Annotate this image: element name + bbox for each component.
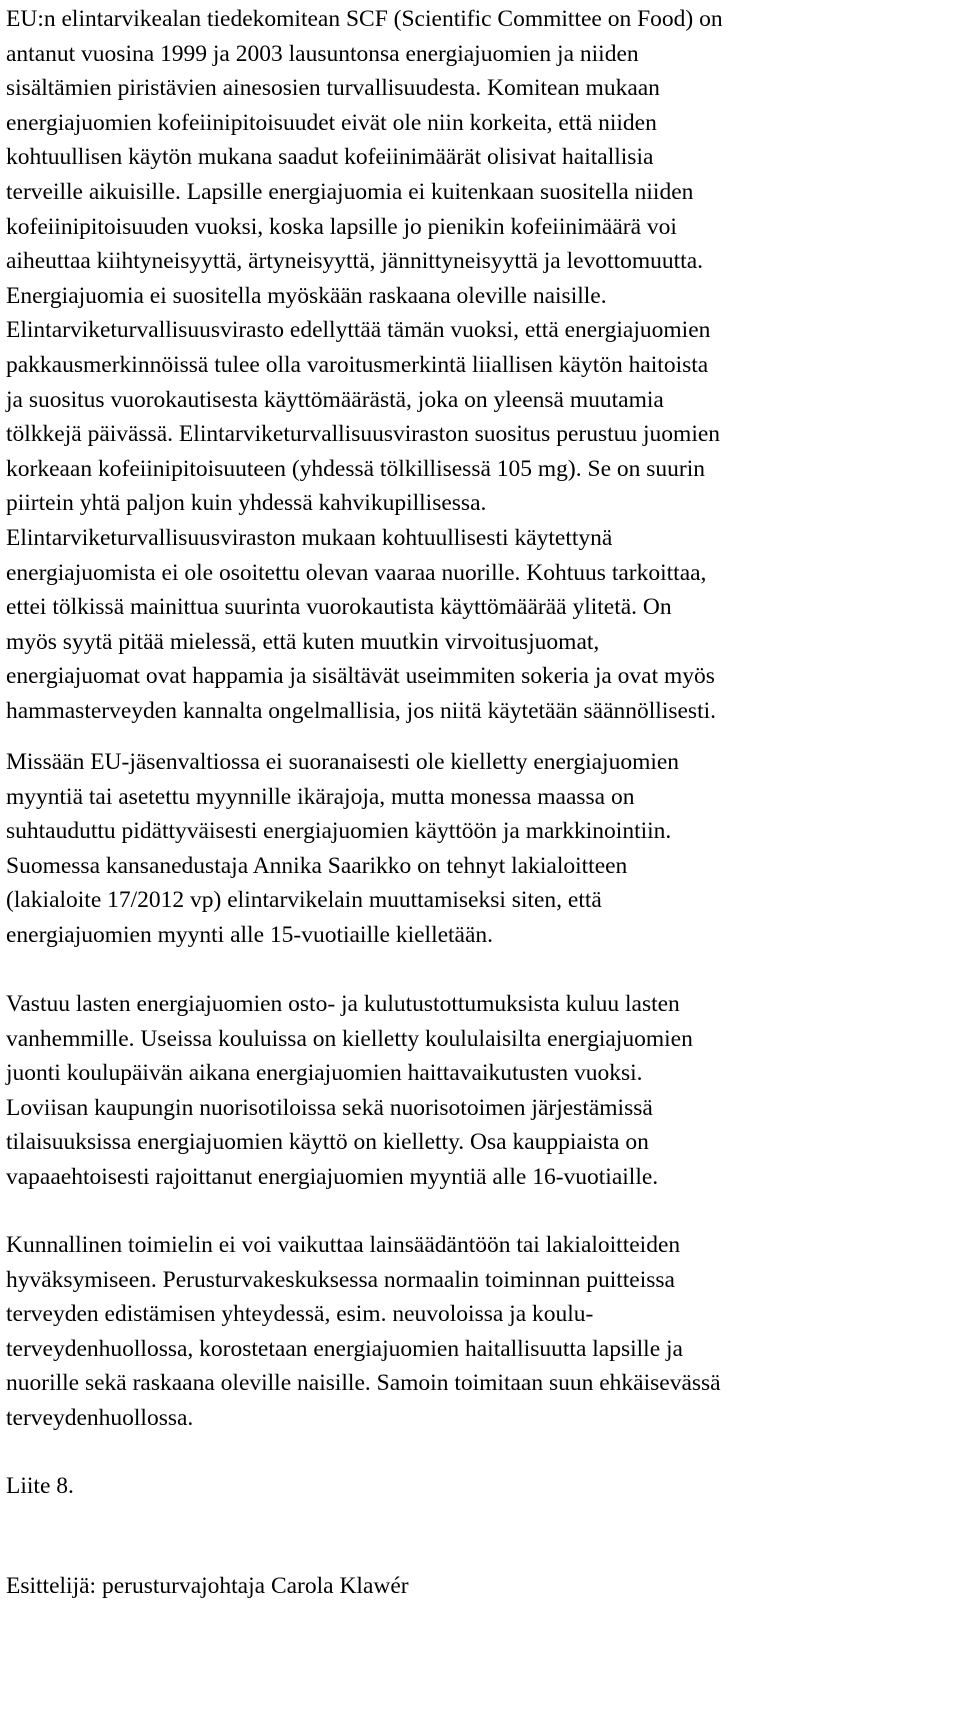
text-line: korkeaan kofeiinipitoisuuteen (yhdessä tölkillisessä 105 mg). Se on suurin [6,455,706,482]
text-line: kofeiinipitoisuuden vuoksi, koska lapsille jo pienikin kofeiinimäärä voi [6,213,677,240]
text-line: pakkausmerkinnöissä tulee olla varoitusmerkintä liiallisen käytön haitoista [6,351,709,378]
text-line: terveydenhuollossa, korostetaan energiajuomien haitallisuutta lapsille ja [6,1335,683,1362]
text-line: myös syytä pitää mielessä, että kuten muutkin virvoitusjuomat, [6,628,600,655]
text-line: sisältämien piristävien ainesosien turvallisuudesta. Komitean mukaan [6,75,660,102]
text-line: Liite 8. [6,1473,74,1499]
text-line: terveyden edistämisen yhteydessä, esim. neuvoloissa ja koulu- [6,1301,594,1328]
text-line: Esittelijä: perusturvajohtaja Carola Klawér [6,1573,409,1599]
text-line: Elintarviketurvallisuusvirasto edellyttää tämän vuoksi, että energiajuomien [6,317,711,344]
text-line: energiajuomien myynti alle 15-vuotiaille kielletään. [6,921,494,948]
text-line: energiajuomista ei ole osoitettu olevan vaaraa nuorille. Kohtuus tarkoittaa, [6,559,707,586]
text-line: Missään EU-jäsenvaltiossa ei suoranaisesti ole kielletty energiajuomien [6,749,680,775]
text-line: Elintarviketurvallisuusviraston mukaan kohtuullisesti käytettynä [6,524,613,551]
text-line: Suomessa kansanedustaja Annika Saarikko on tehnyt lakialoitteen [6,852,628,879]
text-line: aiheuttaa kiihtyneisyyttä, ärtyneisyyttä, jännittyneisyyttä ja levottomuutta. [6,248,704,275]
text-line: vapaaehtoisesti rajoittanut energiajuomien myyntiä alle 16-vuotiaille. [6,1163,659,1190]
text-line: tölkkejä päivässä. Elintarviketurvallisuusviraston suositus perustuu juomien [6,421,721,448]
text-line: suhtauduttu pidättyväisesti energiajuomien käyttöön ja markkinointiin. [6,818,672,845]
text-line: kohtuullisen käytön mukana saadut kofeiinimäärät olisivat haitallisia [6,144,654,171]
text-line: juonti koulupäivän aikana energiajuomien haittavaikutusten vuoksi. [6,1060,643,1087]
text-line: antanut vuosina 1999 ja 2003 lausuntonsa energiajuomien ja niiden [6,40,639,67]
text-line: myyntiä tai asetettu myynnille ikärajoja, mutta monessa maassa on [6,783,635,810]
text-line: Vastuu lasten energiajuomien osto- ja kulutustottumuksista kuluu lasten [6,991,680,1017]
text-line: tilaisuuksissa energiajuomien käyttö on kielletty. Osa kauppiaista on [6,1129,649,1156]
text-line: energiajuomat ovat happamia ja sisältävät useimmiten sokeria ja ovat myös [6,663,715,690]
text-line: terveydenhuollossa. [6,1404,194,1431]
text-line: hyväksymiseen. Perusturvakeskuksessa normaalin toiminnan puitteissa [6,1266,675,1293]
text-line: ja suositus vuorokautisesta käyttömäärästä, joka on yleensä muutamia [6,386,664,413]
presenter-line [6,1569,409,1604]
text-line: Kunnallinen toimielin ei voi vaikuttaa lainsäädäntöön tai lakialoitteiden [6,1232,681,1258]
paragraph-municipal-body [6,1228,721,1436]
text-line: Loviisan kaupungin nuorisotiloissa sekä nuorisotoimen järjestämissä [6,1094,653,1121]
text-line: (lakialoite 17/2012 vp) elintarvikelain muuttamiseksi siten, että [6,887,602,914]
text-line: ettei tölkissä mainittua suurinta vuorokautista käyttömäärää ylitetä. On [6,594,672,621]
text-line: piirtein yhtä paljon kuin yhdessä kahvikupillisessa. [6,490,487,517]
text-line: hammasterveyden kannalta ongelmallisia, jos niitä käytetään säännöllisesti. [6,697,717,724]
text-line: energiajuomien kofeiinipitoisuudet eivät ole niin korkeita, että niiden [6,109,657,136]
text-line: vanhemmille. Useissa kouluissa on kielletty koululaisilta energiajuomien [6,1025,693,1052]
text-line: EU:n elintarvikealan tiedekomitean SCF (Scientific Committee on Food) on [6,6,723,32]
attachment-note [6,1469,74,1504]
text-line: nuorille sekä raskaana oleville naisille. Samoin toimitaan suun ehkäisevässä [6,1370,721,1397]
paragraph-parental-responsibility [6,987,693,1195]
paragraph-eu-regulation [6,745,679,953]
text-line: terveille aikuisille. Lapsille energiajuomia ei kuitenkaan suositella niiden [6,178,694,205]
paragraph-scf-statement [6,2,723,728]
text-line: Energiajuomia ei suositella myöskään raskaana oleville naisille. [6,282,607,309]
